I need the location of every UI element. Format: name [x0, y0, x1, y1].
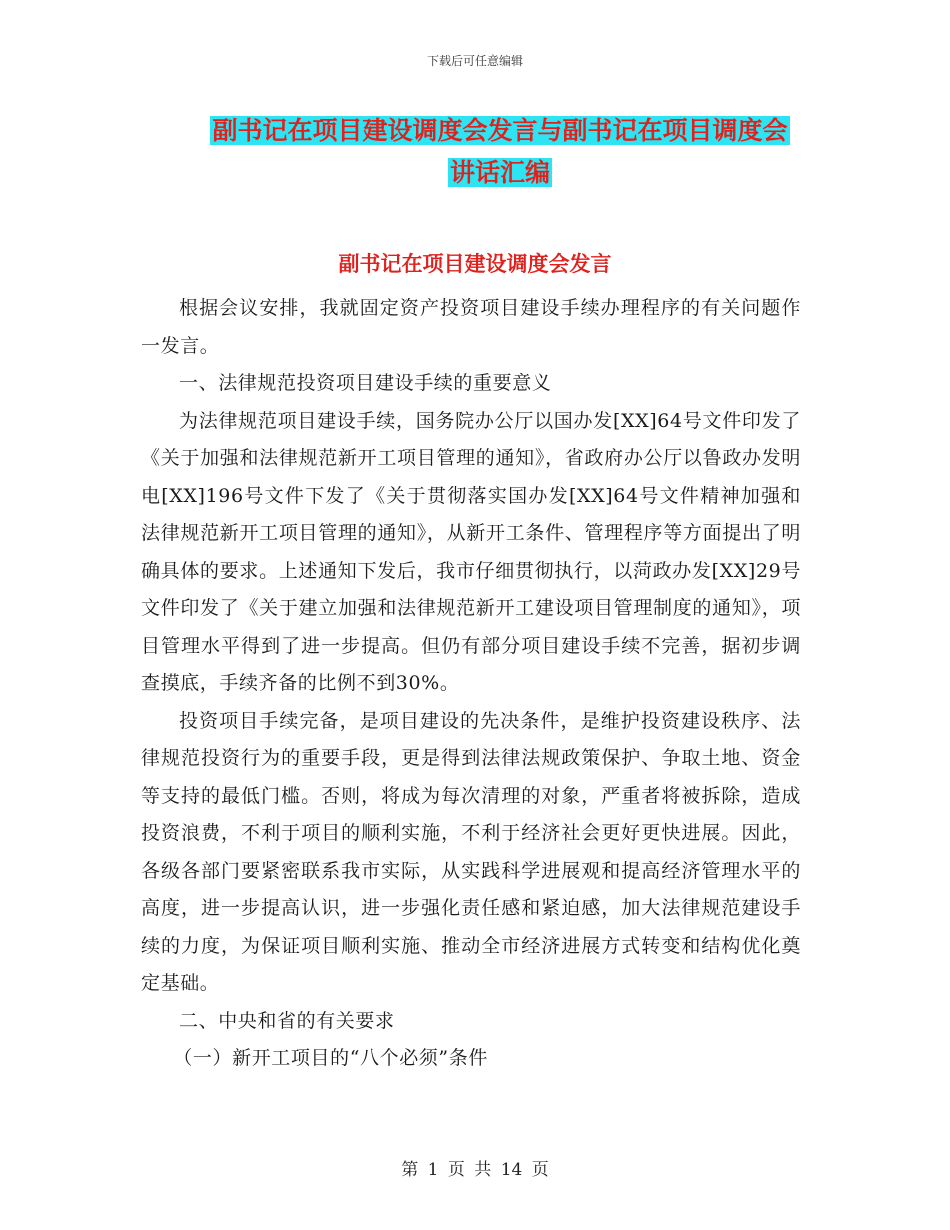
title-line-2: 讲话汇编: [449, 158, 550, 187]
paragraph-intro: 根据会议安排，我就固定资产投资项目建设手续办理程序的有关问题作一发言。: [141, 297, 801, 357]
heading-part-one: 一、法律规范投资项目建设手续的重要意义: [179, 372, 552, 394]
title-line-1: 副书记在项目建设调度会发言与副书记在项目调度会: [212, 116, 788, 145]
section-title: 副书记在项目建设调度会发言: [338, 252, 612, 276]
document-body: [141, 290, 801, 1078]
document-title: [180, 110, 820, 194]
paragraph-policy: 为法律规范项目建设手续，国务院办公厅以国办发[XX]64号文件印发了《关于加强和法律规范新开工项目管理的通知》，省政府办公厅以鲁政办发明电[XX]196号文件下发了《关于贯彻落实国办发[XX]64号文件精神加强和法律规范新开工项目管理的通知》，从新开工条件、管理程序等方面提出了明确具体的要求。上述通知下发后，我市仔细贯彻执行，以菏政办发[XX]29号文件印发了《关于建立加强和法律规范新开工建设项目管理制度的通知》，项目管理水平得到了进一步提高。但仍有部分项目建设手续不完善，据初步调查摸底，手续齐备的比例不到30%。: [141, 409, 801, 694]
heading-part-two: 二、中央和省的有关要求: [179, 1009, 395, 1032]
heading-subsection-one: （一）新开工项目的“八个必须”条件: [173, 1047, 488, 1069]
page-footer: 第 1 页 共 14 页: [401, 1160, 549, 1180]
paragraph-importance: 投资项目手续完备，是项目建设的先决条件，是维护投资建设秩序、法律规范投资行为的重要手段，更是得到法律法规政策保护、争取土地、资金等支持的最低门槛。否则，将成为每次清理的对象，严重者将被拆除，造成投资浪费，不利于项目的顺利实施，不利于经济社会更好更快进展。因此，各级各部门要紧密联系我市实际，从实践科学进展观和提高经济管理水平的高度，进一步提高认识，进一步强化责任感和紧迫感，加大法律规范建设手续的力度，为保证项目顺利实施、推动全市经济进展方式转变和结构优化奠定基础。: [141, 709, 801, 994]
header-note: 下载后可任意编辑: [426, 54, 523, 68]
